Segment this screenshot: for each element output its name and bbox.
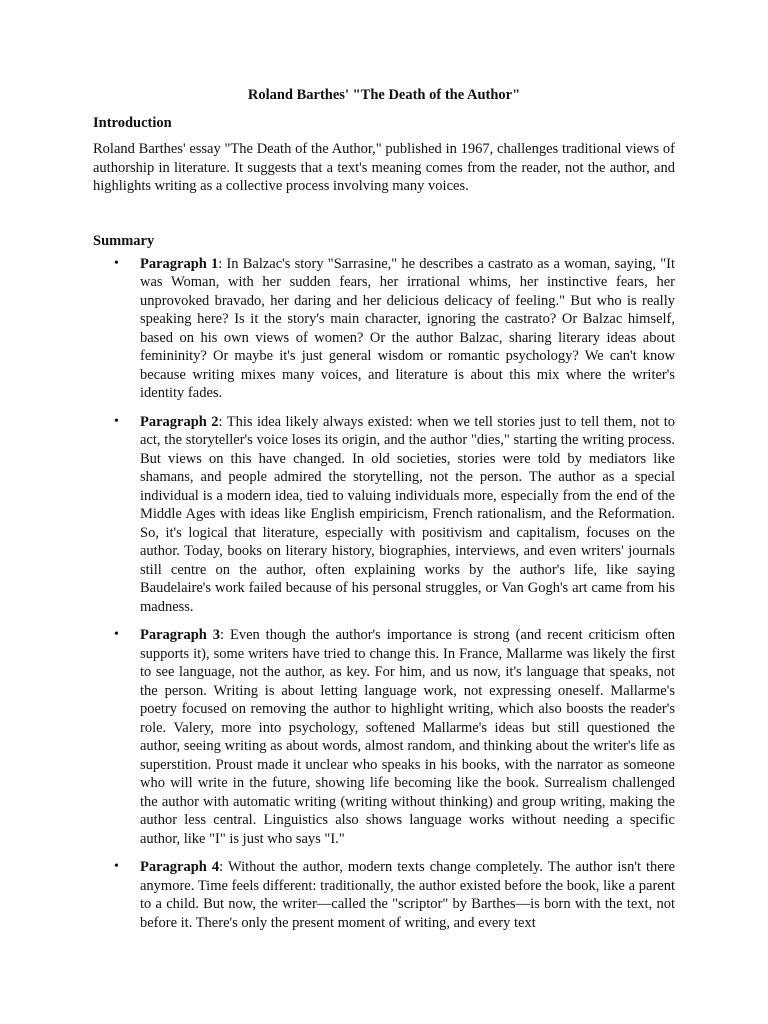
bullet-icon: • [114, 859, 119, 874]
introduction-heading: Introduction [93, 115, 172, 131]
paragraph-label: Paragraph 1 [140, 255, 219, 272]
paragraph-label: Paragraph 4 [140, 859, 220, 875]
summary-item-paragraph-1 [93, 255, 675, 403]
document-title: Roland Barthes' "The Death of the Author" [247, 87, 521, 103]
summary-heading: Summary [93, 232, 155, 249]
paragraph-text: : Even though the author's importance is strong (and recent criticism often supports it), some writers have tried to change this. In France, Mallarme was likely the first to see language, not the author, as key. For him, and us now, it's language that speaks, not the person. Writing is about letting language work, not expressing oneself. Mallarme's poetry focused on removing the author to highlight writing, which also boosts the reader's role. Valery, more into psychology, softened Mallarme's ideas but still questioned the author, seeing writing as about words, almost random, and thinking about the writer's life as superstition. Proust made it unclear who speaks in his books, with the narrator as someone who will write in the future, showing life becoming like the book. Surrealism challenged the author with automatic writing (writing without thinking) and group writing, making the author less central. Linguistics also shows language works without needing a specific author, like "I" is just who says "I." [140, 627, 676, 847]
summary-item-paragraph-2 [93, 413, 675, 617]
summary-list [93, 255, 675, 933]
paragraph-label: Paragraph 3 [140, 627, 221, 643]
summary-item-paragraph-3 [93, 626, 675, 848]
bullet-icon: • [114, 255, 119, 271]
bullet-icon: • [114, 627, 119, 642]
paragraph-label: Paragraph 2 [140, 413, 219, 430]
paragraph-text: : This idea likely always existed: when we tell stories just to tell them, not to act, the storyteller's voice loses its origin, and the author "dies," starting the writing process. But views on this have changed. In old societies, stories were told by mediators like shamans, and people admired the storytelling, not the person. The author as a special individual is a modern idea, tied to valuing individuals more, especially from the end of the Middle Ages with ideas like English empiricism, French rationalism, and the Reformation. So, it's logical that literature, especially with positivism and capitalism, focuses on the author. Today, books on literary history, biographies, interviews, and even writers' journals still centre on the author, often explaining works by the author's life, like saying Baudelaire's work failed because of his personal struggles, or Van Gogh's art came from his madness. [140, 413, 676, 615]
paragraph-text: : In Balzac's story "Sarrasine," he describes a castrato as a woman, saying, "It was Woman, with her sudden fears, her irrational whims, her instinctive fears, her unprovoked bravado, her daring and her delicious delicacy of feeling." But who is really speaking here? Is it the story's main character, ignoring the castrato? Or Balzac himself, based on his own views of women? Or the author Balzac, sharing literary ideas about femininity? Or maybe it's just general wisdom or romantic psychology? We can't know because writing mixes many voices, and literature is about this mix where the writer's identity fades. [140, 255, 675, 401]
summary-item-paragraph-4 [93, 858, 675, 932]
document-page [93, 86, 675, 942]
paragraph-text: : Without the author, modern texts change completely. The author isn't there anymore. Time feels different: traditionally, the author existed before the book, like a parent to a child. But now, the writer—called the "scriptor" by Barthes—is born with the text, not before it. There's only the present moment of writing, and every text [140, 859, 676, 931]
introduction-paragraph: Roland Barthes' essay "The Death of the Author," published in 1967, challenges traditional views of authorship in literature. It suggests that a text's meaning comes from the reader, not the author, and highlights writing as a collective process involving many voices. [93, 141, 675, 194]
bullet-icon: • [114, 413, 119, 429]
